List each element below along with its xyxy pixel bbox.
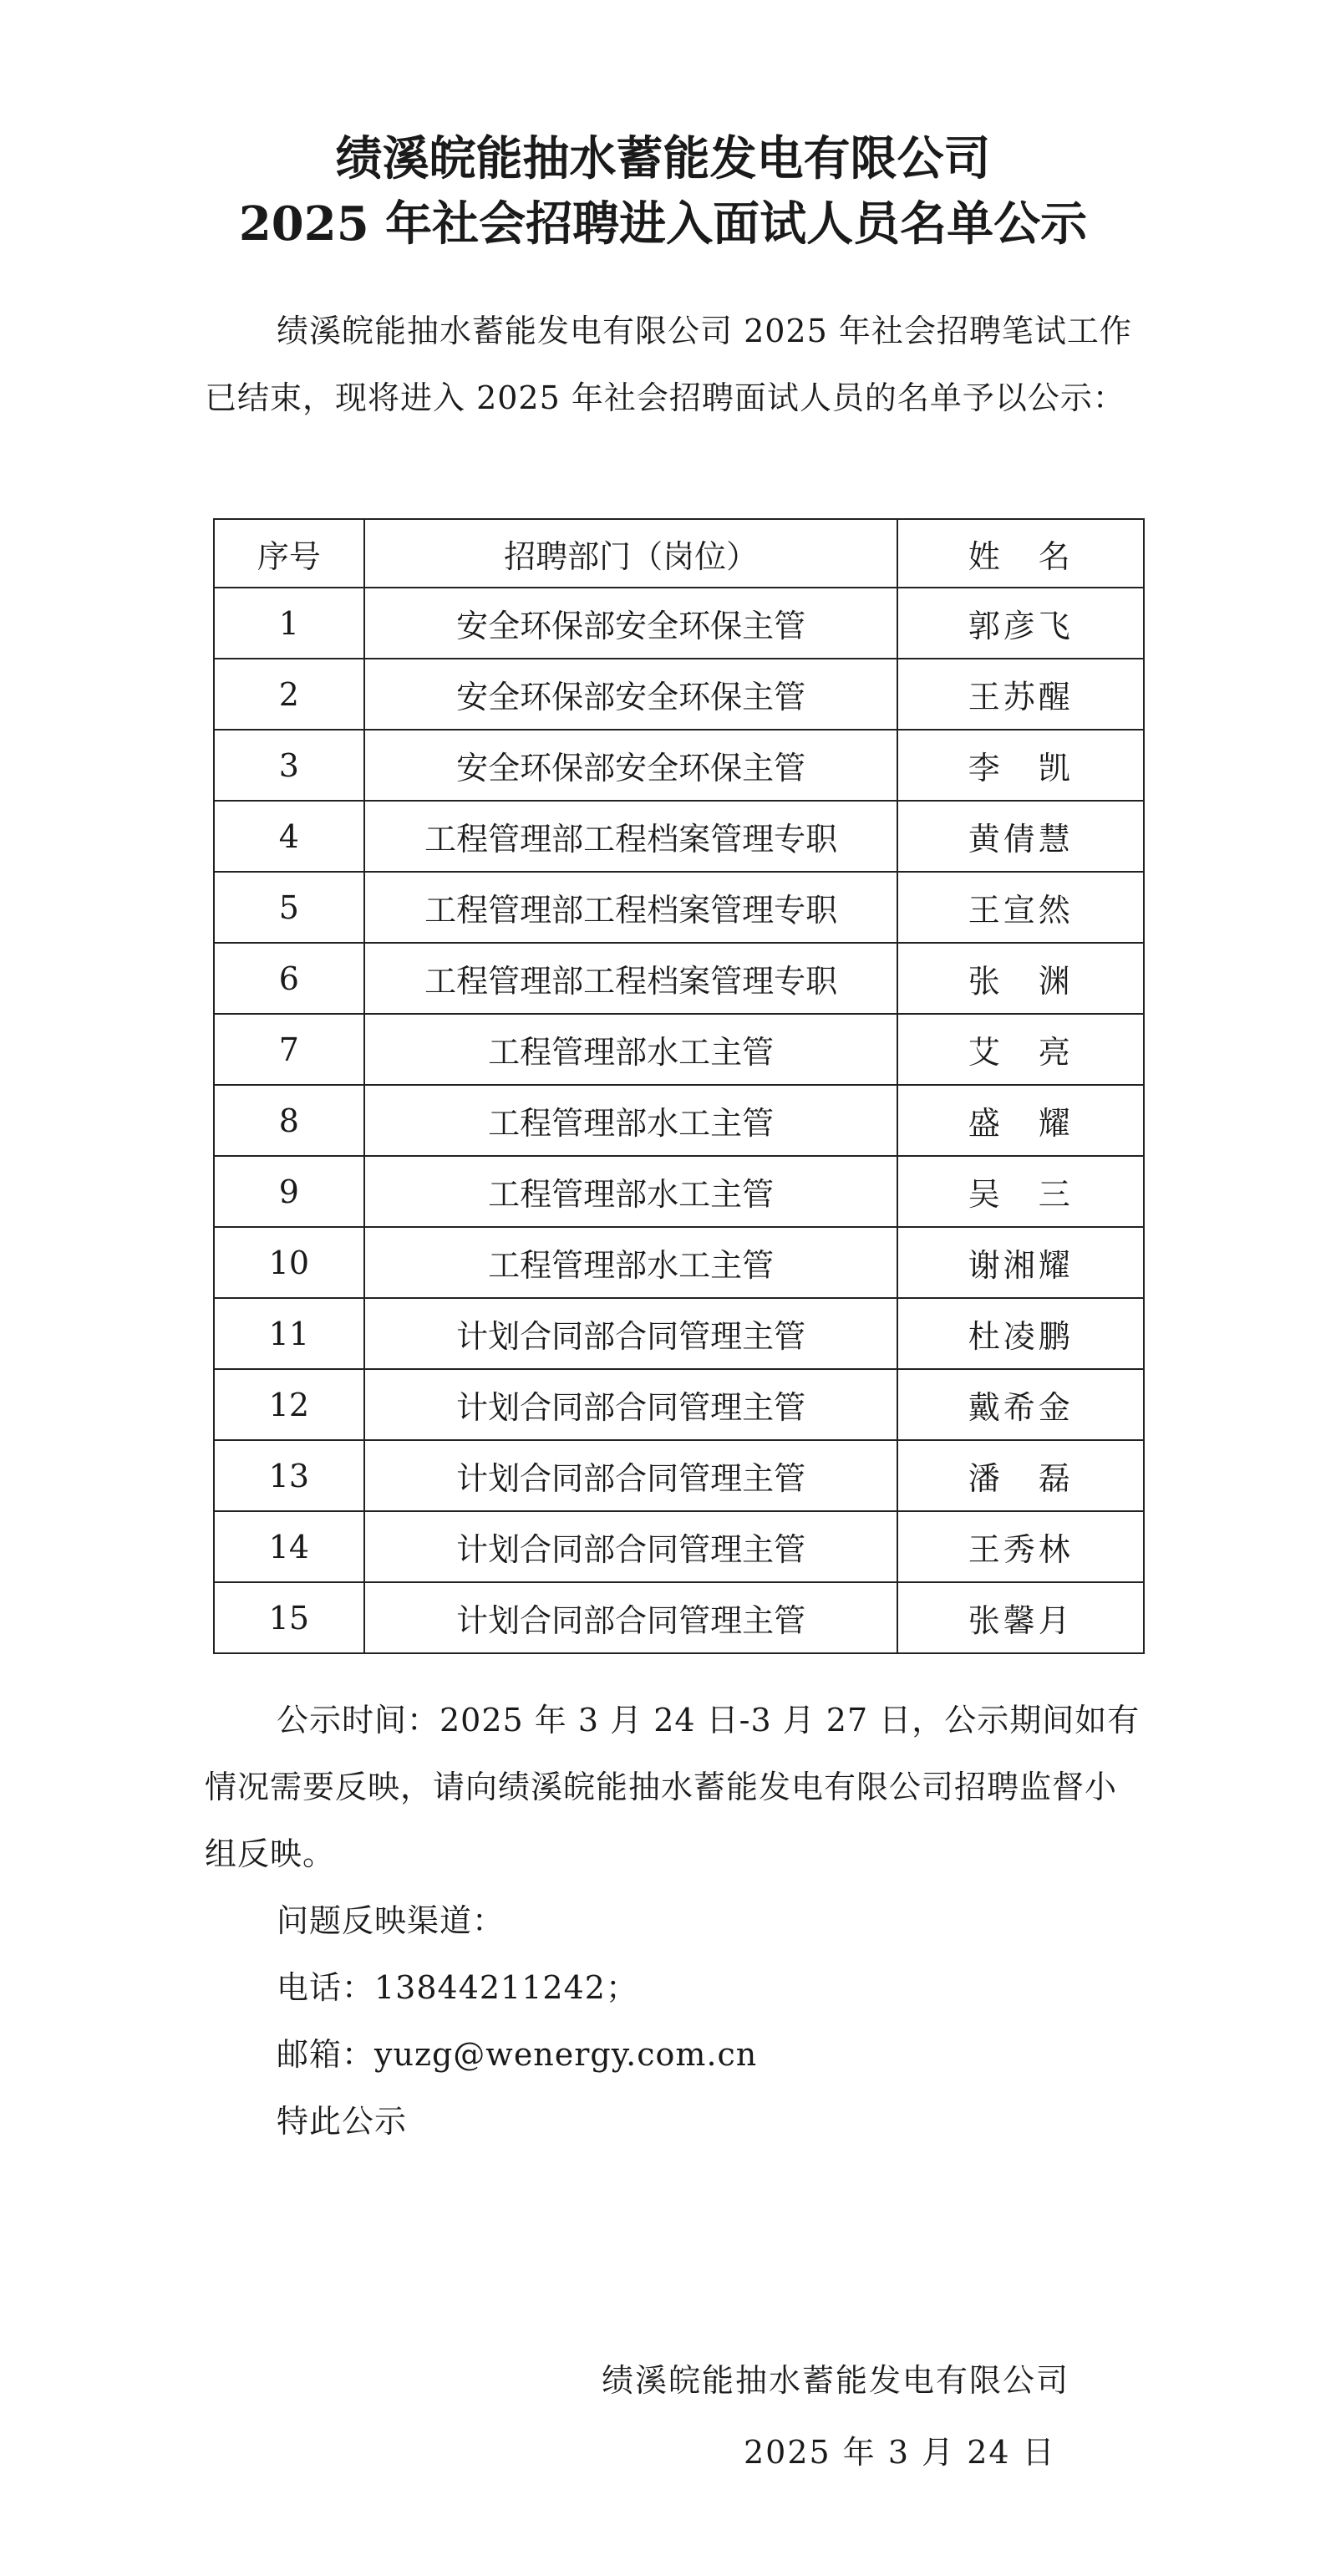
notice-paragraph: 公示时间：2025 年 3 月 24 日-3 月 27 日，公示期间如有情况需要反映，请向绩溪皖能抽水蓄能发电有限公司招聘监督小组反映。 xyxy=(205,1702,1141,1872)
table-row xyxy=(214,1085,1144,1156)
row-position-cell: 工程管理部工程档案管理专职 xyxy=(364,801,898,872)
row-number-cell: 15 xyxy=(214,1582,364,1653)
row-position-cell: 安全环保部安全环保主管 xyxy=(364,730,898,801)
row-position-cell: 工程管理部水工主管 xyxy=(364,1085,898,1156)
row-position-cell: 计划合同部合同管理主管 xyxy=(364,1582,898,1653)
table-row xyxy=(214,1582,1144,1653)
row-number-cell: 13 xyxy=(214,1440,364,1511)
table-row xyxy=(214,1511,1144,1582)
table-row xyxy=(214,1227,1144,1298)
table-header-row xyxy=(214,519,1144,588)
contact-email: 邮箱：yuzg@wenergy.com.cn xyxy=(277,2036,758,2073)
row-name-cell: 潘 磊 xyxy=(897,1440,1144,1511)
row-name-cell: 谢湘耀 xyxy=(897,1227,1144,1298)
table-body xyxy=(214,588,1144,1653)
table-row xyxy=(214,801,1144,872)
row-number-cell: 11 xyxy=(214,1298,364,1369)
table-row xyxy=(214,943,1144,1014)
row-name-cell: 王宣然 xyxy=(897,872,1144,943)
row-name-cell: 张 渊 xyxy=(897,943,1144,1014)
row-number-cell: 14 xyxy=(214,1511,364,1582)
table-row xyxy=(214,659,1144,730)
table-row xyxy=(214,1369,1144,1440)
header-position: 招聘部门（岗位） xyxy=(364,519,898,588)
row-name-cell: 艾 亮 xyxy=(897,1014,1144,1085)
row-name-cell: 戴希金 xyxy=(897,1369,1144,1440)
document-title-line1: 绩溪皖能抽水蓄能发电有限公司 xyxy=(335,131,991,186)
row-position-cell: 工程管理部水工主管 xyxy=(364,1014,898,1085)
table-row xyxy=(214,872,1144,943)
row-number-cell: 7 xyxy=(214,1014,364,1085)
intro-paragraph: 绩溪皖能抽水蓄能发电有限公司 2025 年社会招聘笔试工作已结束，现将进入 2025 年社会招聘面试人员的名单予以公示： xyxy=(205,313,1132,416)
row-number-cell: 3 xyxy=(214,730,364,801)
document-title-line2: 2025 年社会招聘进入面试人员名单公示 xyxy=(238,196,1088,252)
row-position-cell: 计划合同部合同管理主管 xyxy=(364,1298,898,1369)
signature-organization: 绩溪皖能抽水蓄能发电有限公司 xyxy=(602,2362,1070,2399)
row-name-cell: 黄倩慧 xyxy=(897,801,1144,872)
row-name-cell: 盛 耀 xyxy=(897,1085,1144,1156)
table-row xyxy=(214,1156,1144,1227)
row-name-cell: 李 凯 xyxy=(897,730,1144,801)
row-position-cell: 安全环保部安全环保主管 xyxy=(364,659,898,730)
row-name-cell: 王秀林 xyxy=(897,1511,1144,1582)
row-position-cell: 工程管理部水工主管 xyxy=(364,1156,898,1227)
row-number-cell: 8 xyxy=(214,1085,364,1156)
table-row xyxy=(214,1014,1144,1085)
header-name: 姓 名 xyxy=(897,519,1144,588)
row-position-cell: 工程管理部工程档案管理专职 xyxy=(364,943,898,1014)
channel-label: 问题反映渠道： xyxy=(277,1902,506,1939)
row-position-cell: 计划合同部合同管理主管 xyxy=(364,1511,898,1582)
row-number-cell: 6 xyxy=(214,943,364,1014)
row-position-cell: 安全环保部安全环保主管 xyxy=(364,588,898,659)
row-number-cell: 12 xyxy=(214,1369,364,1440)
contact-phone: 电话：13844211242； xyxy=(277,1969,638,2006)
row-position-cell: 计划合同部合同管理主管 xyxy=(364,1369,898,1440)
candidate-table xyxy=(213,518,1145,1654)
table-row xyxy=(214,1298,1144,1369)
table-row xyxy=(214,588,1144,659)
row-position-cell: 计划合同部合同管理主管 xyxy=(364,1440,898,1511)
row-number-cell: 2 xyxy=(214,659,364,730)
row-number-cell: 4 xyxy=(214,801,364,872)
row-number-cell: 9 xyxy=(214,1156,364,1227)
row-name-cell: 吴 三 xyxy=(897,1156,1144,1227)
row-name-cell: 王苏醒 xyxy=(897,659,1144,730)
closing-text: 特此公示 xyxy=(277,2103,408,2140)
signature-date: 2025 年 3 月 24 日 xyxy=(744,2434,1056,2471)
row-position-cell: 工程管理部工程档案管理专职 xyxy=(364,872,898,943)
row-number-cell: 5 xyxy=(214,872,364,943)
table-row xyxy=(214,1440,1144,1511)
table-row xyxy=(214,730,1144,801)
row-name-cell: 杜凌鹏 xyxy=(897,1298,1144,1369)
header-no: 序号 xyxy=(214,519,364,588)
row-name-cell: 张馨月 xyxy=(897,1582,1144,1653)
row-name-cell: 郭彦飞 xyxy=(897,588,1144,659)
row-number-cell: 10 xyxy=(214,1227,364,1298)
row-position-cell: 工程管理部水工主管 xyxy=(364,1227,898,1298)
row-number-cell: 1 xyxy=(214,588,364,659)
